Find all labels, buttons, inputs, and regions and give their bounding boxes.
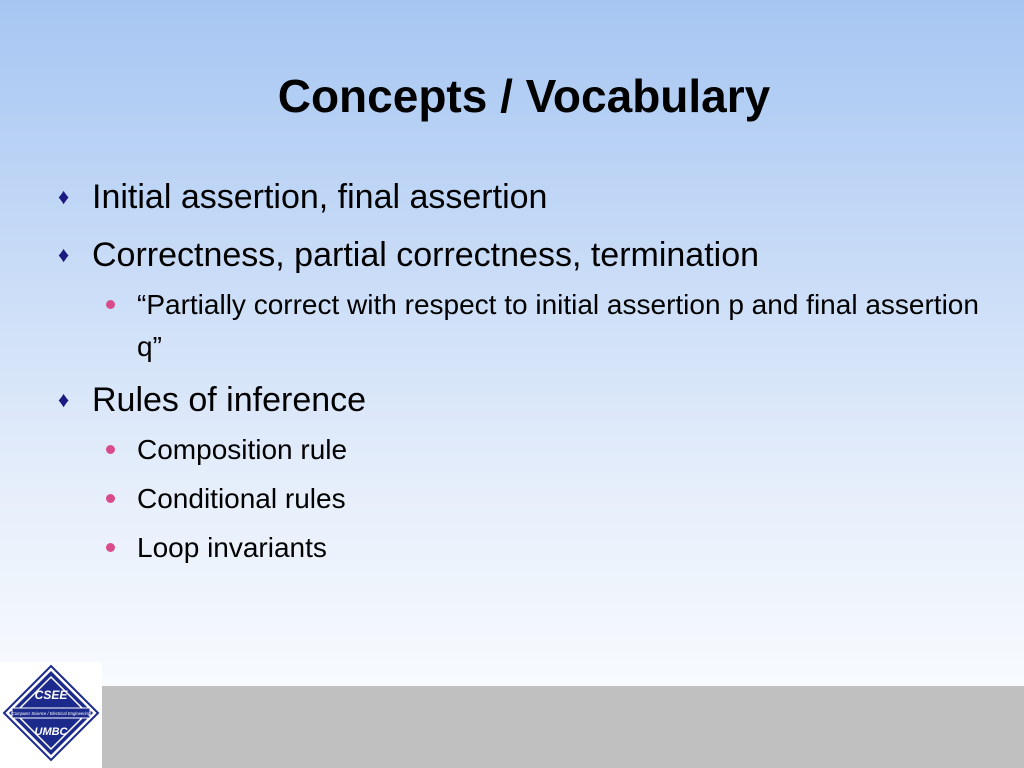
sub-bullet-text: “Partially correct with respect to initial assertion p and final assertion q” [137, 289, 979, 362]
sub-bullet-item [58, 284, 988, 368]
sub-bullet-item [58, 429, 988, 471]
sub-bullet-text: Conditional rules [137, 483, 346, 514]
bullet-text: Initial assertion, final assertion [92, 178, 548, 216]
sub-bullet-list [58, 284, 988, 368]
bullet-item [58, 375, 988, 425]
logo-top-text: CSEE [34, 688, 68, 702]
dot-icon [106, 543, 115, 552]
bullet-item [58, 172, 988, 222]
sub-bullet-item [58, 527, 988, 569]
slide-title: Concepts / Vocabulary [277, 70, 771, 122]
sub-bullet-text: Loop invariants [137, 532, 327, 563]
logo-diamond-icon [0, 662, 102, 768]
logo-middle-text: Computer Science / Electrical Engineering [11, 711, 91, 716]
diamond-icon: ♦ [58, 242, 70, 267]
dot-icon [106, 445, 115, 454]
diamond-icon: ♦ [58, 387, 70, 412]
logo-bottom-text: UMBC [34, 726, 68, 738]
diamond-icon: ♦ [58, 184, 70, 209]
footer-bar [102, 686, 1024, 768]
sub-bullet-item [58, 478, 988, 520]
bullet-list [58, 172, 988, 576]
bullet-item [58, 230, 988, 280]
sub-bullet-text: Composition rule [137, 434, 348, 465]
bullet-text: Correctness, partial correctness, termination [92, 236, 760, 274]
sub-bullet-list [58, 429, 988, 569]
dot-icon [106, 494, 115, 503]
csee-umbc-logo [0, 662, 102, 768]
dot-icon [106, 300, 115, 309]
bullet-text: Rules of inference [92, 381, 367, 419]
